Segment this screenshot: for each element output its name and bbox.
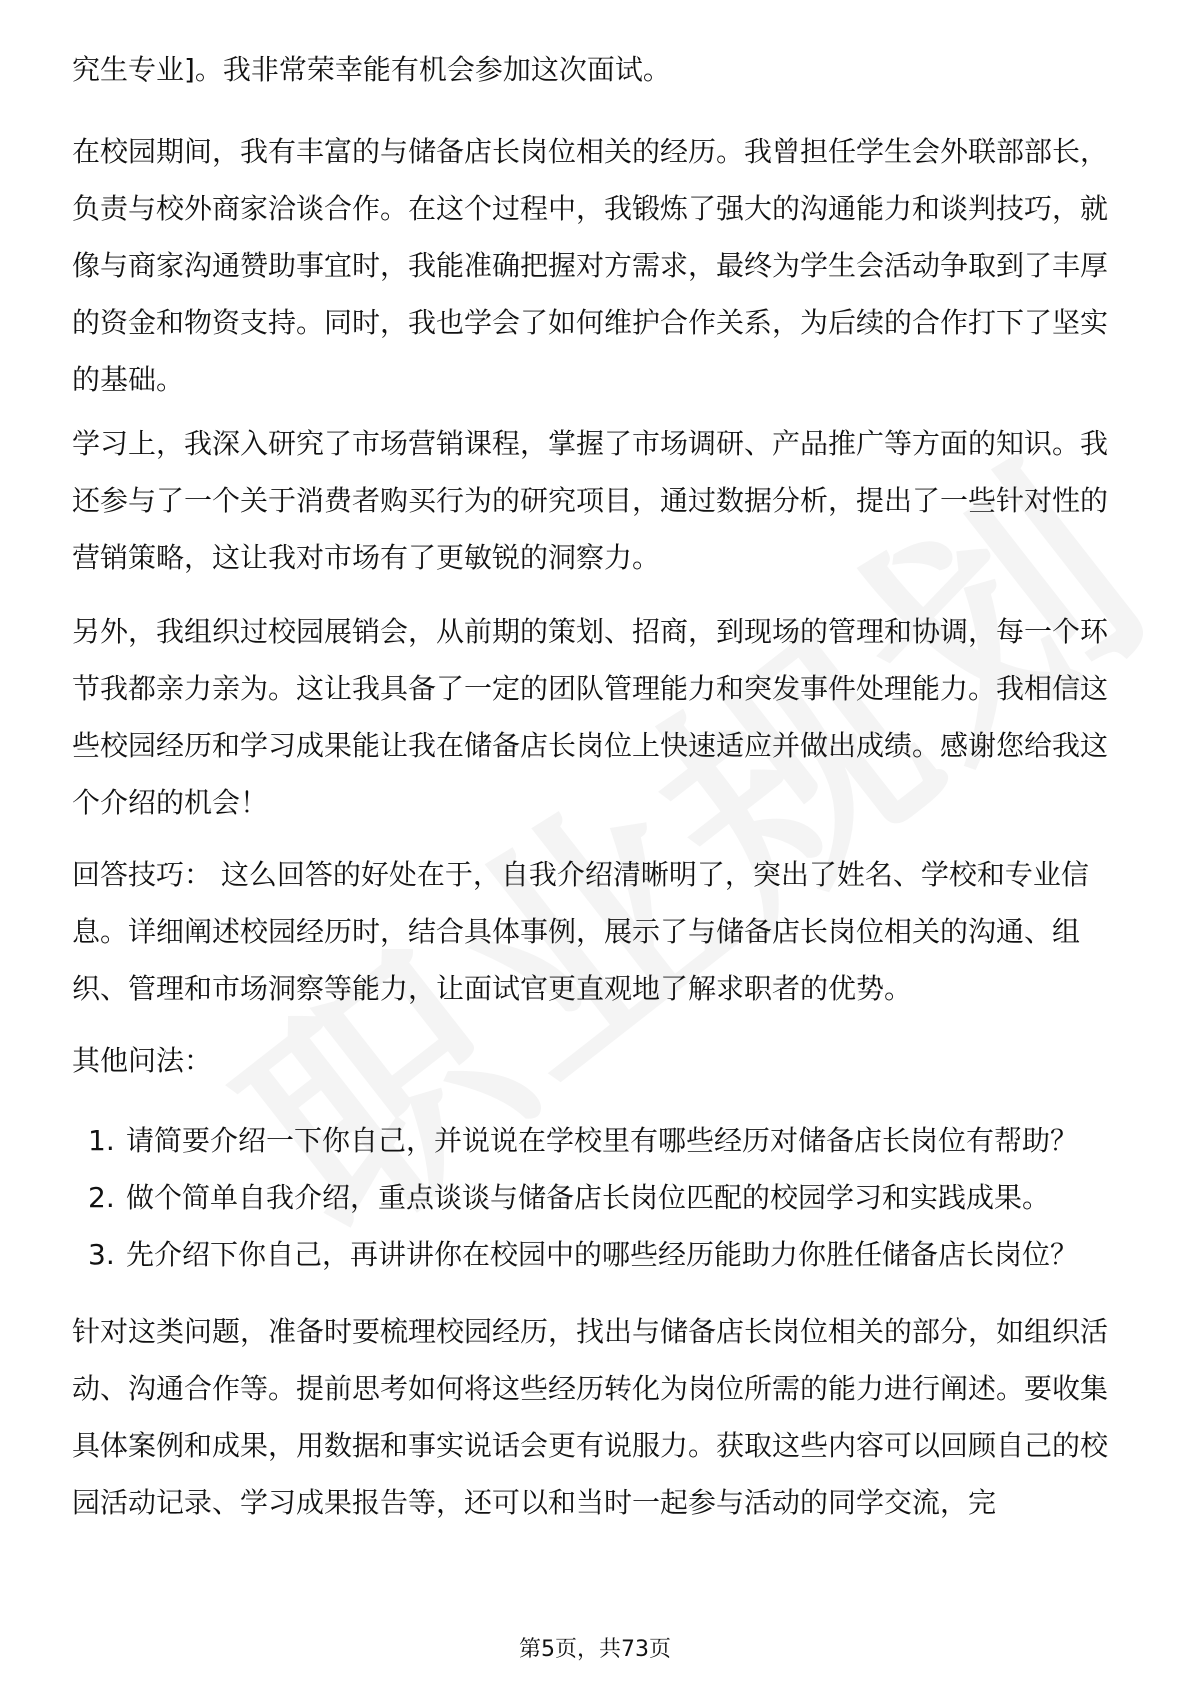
- list-number: 1.: [88, 1124, 115, 1157]
- list-text: 请简要介绍一下你自己，并说说在学校里有哪些经历对储备店长岗位有帮助？: [126, 1124, 1079, 1157]
- paragraph-study: 学习上，我深入研究了市场营销课程，掌握了市场调研、产品推广等方面的知识。我还参与了一个关于消费者购买行为的研究项目，通过数据分析，提出了一些针对性的营销策略，这让我对市场有了更敏锐的洞察力。: [72, 427, 1109, 574]
- paragraph-intro-end: 究生专业]。我非常荣幸能有机会参加这次面试。: [72, 53, 671, 86]
- list-text: 做个简单自我介绍，重点谈谈与储备店长岗位匹配的校园学习和实践成果。: [126, 1181, 1051, 1214]
- list-item: [88, 1226, 1078, 1283]
- list-text: 先介绍下你自己，再讲讲你在校园中的哪些经历能助力你胜任储备店长岗位？: [126, 1238, 1079, 1271]
- page-footer: 第5页，共73页: [519, 1637, 671, 1662]
- paragraph-other-questions-heading: 其他问法：: [72, 1044, 213, 1077]
- paragraph-answer-tips: 回答技巧： 这么回答的好处在于，自我介绍清晰明了，突出了姓名、学校和专业信息。详细阐述校园经历时，结合具体事例，展示了与储备店长岗位相关的沟通、组织、管理和市场洞察等能力，让面试官更直观地了解求职者的优势。: [72, 858, 1089, 1005]
- paragraph-exhibition: 另外，我组织过校园展销会，从前期的策划、招商，到现场的管理和协调，每一个环节我都亲力亲为。这让我具备了一定的团队管理能力和突发事件处理能力。我相信这些校园经历和学习成果能让我在储备店长岗位上快速适应并做出成绩。感谢您给我这个介绍的机会！: [72, 615, 1109, 819]
- list-number: 3.: [88, 1238, 115, 1271]
- paragraph-preparation: 针对这类问题，准备时要梳理校园经历，找出与储备店长岗位相关的部分，如组织活动、沟通合作等。提前思考如何将这些经历转化为岗位所需的能力进行阐述。要收集具体案例和成果，用数据和事实说话会更有说服力。获取这些内容可以回顾自己的校园活动记录、学习成果报告等，还可以和当时一起参与活动的同学交流，完: [72, 1315, 1109, 1519]
- paragraph-campus-experience: 在校园期间，我有丰富的与储备店长岗位相关的经历。我曾担任学生会外联部部长，负责与校外商家洽谈合作。在这个过程中，我锻炼了强大的沟通能力和谈判技巧，就像与商家沟通赞助事宜时，我能准确把握对方需求，最终为学生会活动争取到了丰厚的资金和物资支持。同时，我也学会了如何维护合作关系，为后续的合作打下了坚实的基础。: [72, 135, 1109, 396]
- list-item: [88, 1169, 1050, 1226]
- list-item: [88, 1112, 1078, 1169]
- list-number: 2.: [88, 1181, 115, 1214]
